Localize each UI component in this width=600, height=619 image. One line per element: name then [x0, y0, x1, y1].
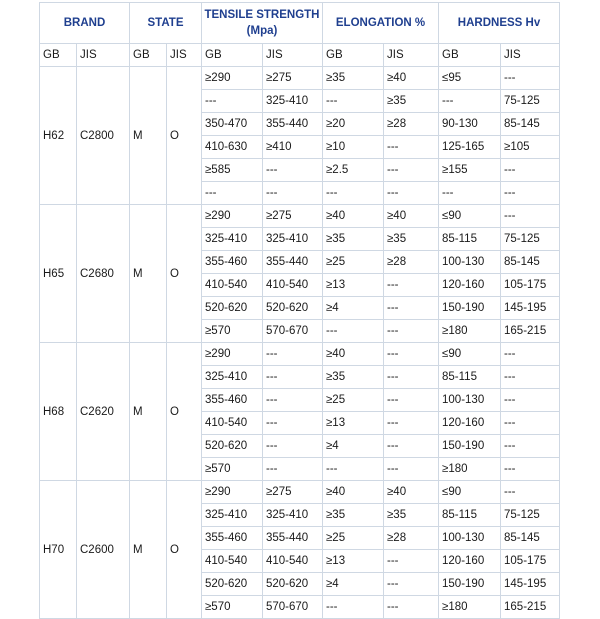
- elongation-jis-cell: ---: [384, 182, 439, 205]
- header-row: [40, 3, 560, 44]
- elongation-jis-cell: ---: [384, 550, 439, 573]
- table-row: [40, 481, 560, 504]
- tensile-gb-cell: ≥570: [202, 458, 263, 481]
- tensile-gb-cell: ---: [202, 182, 263, 205]
- tensile-jis-cell: ---: [263, 435, 323, 458]
- tensile-jis-cell: 325-410: [263, 90, 323, 113]
- subheader-row: [40, 44, 560, 67]
- hardness-gb-cell: 120-160: [439, 412, 501, 435]
- brand-gb-cell: H70: [40, 481, 77, 619]
- hardness-gb-cell: 125-165: [439, 136, 501, 159]
- tensile-jis-cell: ---: [263, 389, 323, 412]
- elongation-jis-cell: ---: [384, 159, 439, 182]
- tensile-gb-cell: ---: [202, 90, 263, 113]
- tensile-gb-cell: 410-540: [202, 550, 263, 573]
- hardness-gb-cell: 90-130: [439, 113, 501, 136]
- tensile-jis-cell: ---: [263, 159, 323, 182]
- tensile-gb-cell: 410-540: [202, 412, 263, 435]
- state-jis-cell: O: [167, 205, 202, 343]
- tensile-gb-cell: ≥290: [202, 481, 263, 504]
- elongation-jis-cell: ≥40: [384, 481, 439, 504]
- tensile-gb-cell: 520-620: [202, 435, 263, 458]
- subheader-cell: JIS: [77, 44, 130, 67]
- tensile-gb-cell: ≥290: [202, 205, 263, 228]
- tensile-jis-cell: ≥410: [263, 136, 323, 159]
- elongation-gb-cell: ---: [323, 90, 384, 113]
- state-jis-cell: O: [167, 343, 202, 481]
- hardness-gb-cell: ≤90: [439, 205, 501, 228]
- tensile-gb-cell: ≥570: [202, 596, 263, 619]
- tensile-gb-cell: 355-460: [202, 251, 263, 274]
- subheader-cell: GB: [439, 44, 501, 67]
- elongation-jis-cell: ≥40: [384, 67, 439, 90]
- elongation-gb-cell: ≥35: [323, 504, 384, 527]
- table-row: [40, 343, 560, 366]
- hardness-jis-cell: ---: [501, 67, 560, 90]
- elongation-jis-cell: ---: [384, 389, 439, 412]
- hardness-jis-cell: 75-125: [501, 90, 560, 113]
- elongation-jis-cell: ≥28: [384, 527, 439, 550]
- hardness-jis-cell: 75-125: [501, 228, 560, 251]
- tensile-jis-cell: ≥275: [263, 481, 323, 504]
- table-row: [40, 205, 560, 228]
- state-gb-cell: M: [130, 343, 167, 481]
- tensile-strength-header: TENSILE STRENGTH (Mpa): [202, 3, 323, 44]
- hardness-gb-cell: 85-115: [439, 228, 501, 251]
- subheader-cell: JIS: [263, 44, 323, 67]
- state-gb-cell: M: [130, 67, 167, 205]
- elongation-jis-cell: ≥28: [384, 251, 439, 274]
- table-row: [40, 67, 560, 90]
- elongation-gb-cell: ≥35: [323, 366, 384, 389]
- hardness-gb-cell: 100-130: [439, 527, 501, 550]
- tensile-gb-cell: ≥290: [202, 67, 263, 90]
- state-gb-cell: M: [130, 205, 167, 343]
- elongation-gb-cell: ≥4: [323, 573, 384, 596]
- hardness-jis-cell: ---: [501, 435, 560, 458]
- subheader-cell: GB: [202, 44, 263, 67]
- subheader-cell: JIS: [167, 44, 202, 67]
- tensile-gb-cell: ≥570: [202, 320, 263, 343]
- brand-gb-cell: H68: [40, 343, 77, 481]
- hardness-gb-cell: 150-190: [439, 435, 501, 458]
- hardness-jis-cell: 105-175: [501, 274, 560, 297]
- elongation-gb-cell: ---: [323, 320, 384, 343]
- tensile-gb-cell: 410-630: [202, 136, 263, 159]
- hardness-jis-cell: 75-125: [501, 504, 560, 527]
- elongation-gb-cell: ≥4: [323, 435, 384, 458]
- tensile-gb-cell: 520-620: [202, 297, 263, 320]
- hardness-jis-cell: ---: [501, 412, 560, 435]
- brand-header: BRAND: [40, 3, 130, 44]
- hardness-jis-cell: ---: [501, 366, 560, 389]
- hardness-gb-cell: ≤90: [439, 343, 501, 366]
- elongation-jis-cell: ---: [384, 320, 439, 343]
- subheader-cell: GB: [40, 44, 77, 67]
- tensile-jis-cell: 355-440: [263, 251, 323, 274]
- elongation-gb-cell: ≥35: [323, 228, 384, 251]
- elongation-gb-cell: ≥4: [323, 297, 384, 320]
- hardness-gb-cell: 150-190: [439, 297, 501, 320]
- elongation-jis-cell: ≥28: [384, 113, 439, 136]
- brand-gb-cell: H62: [40, 67, 77, 205]
- elongation-gb-cell: ---: [323, 182, 384, 205]
- tensile-gb-cell: 350-470: [202, 113, 263, 136]
- hardness-gb-cell: ≥155: [439, 159, 501, 182]
- elongation-jis-cell: ≥35: [384, 228, 439, 251]
- elongation-gb-cell: ≥40: [323, 481, 384, 504]
- tensile-gb-cell: 355-460: [202, 527, 263, 550]
- elongation-gb-cell: ---: [323, 458, 384, 481]
- tensile-jis-cell: ≥275: [263, 205, 323, 228]
- tensile-jis-cell: 520-620: [263, 573, 323, 596]
- elongation-jis-cell: ≥35: [384, 504, 439, 527]
- hardness-gb-cell: 150-190: [439, 573, 501, 596]
- state-gb-cell: M: [130, 481, 167, 619]
- elongation-gb-cell: ≥10: [323, 136, 384, 159]
- hardness-gb-cell: ---: [439, 182, 501, 205]
- tensile-jis-cell: ---: [263, 366, 323, 389]
- hardness-jis-cell: ---: [501, 389, 560, 412]
- hardness-jis-cell: 165-215: [501, 596, 560, 619]
- hardness-gb-cell: ≥180: [439, 320, 501, 343]
- elongation-gb-cell: ≥2.5: [323, 159, 384, 182]
- tensile-jis-cell: 325-410: [263, 504, 323, 527]
- tensile-jis-cell: 325-410: [263, 228, 323, 251]
- subheader-cell: GB: [323, 44, 384, 67]
- tensile-gb-cell: 520-620: [202, 573, 263, 596]
- tensile-gb-cell: 325-410: [202, 504, 263, 527]
- state-header: STATE: [130, 3, 202, 44]
- tensile-jis-cell: 355-440: [263, 527, 323, 550]
- hardness-gb-cell: ≥180: [439, 458, 501, 481]
- subheader-cell: GB: [130, 44, 167, 67]
- elongation-jis-cell: ---: [384, 297, 439, 320]
- elongation-gb-cell: ---: [323, 596, 384, 619]
- hardness-jis-cell: 145-195: [501, 573, 560, 596]
- tensile-jis-cell: 570-670: [263, 320, 323, 343]
- brand-jis-cell: C2620: [77, 343, 130, 481]
- hardness-jis-cell: 105-175: [501, 550, 560, 573]
- hardness-gb-cell: ---: [439, 90, 501, 113]
- elongation-jis-cell: ---: [384, 136, 439, 159]
- elongation-gb-cell: ≥25: [323, 527, 384, 550]
- elongation-jis-cell: ---: [384, 458, 439, 481]
- tensile-gb-cell: 355-460: [202, 389, 263, 412]
- elongation-gb-cell: ≥40: [323, 343, 384, 366]
- hardness-header: HARDNESS Hv: [439, 3, 560, 44]
- hardness-gb-cell: ≥180: [439, 596, 501, 619]
- tensile-jis-cell: 520-620: [263, 297, 323, 320]
- hardness-jis-cell: 165-215: [501, 320, 560, 343]
- tensile-jis-cell: 355-440: [263, 113, 323, 136]
- hardness-gb-cell: ≤90: [439, 481, 501, 504]
- hardness-jis-cell: ≥105: [501, 136, 560, 159]
- elongation-jis-cell: ---: [384, 343, 439, 366]
- elongation-gb-cell: ≥13: [323, 274, 384, 297]
- tensile-gb-cell: ≥585: [202, 159, 263, 182]
- elongation-gb-cell: ≥40: [323, 205, 384, 228]
- elongation-jis-cell: ---: [384, 435, 439, 458]
- hardness-jis-cell: ---: [501, 343, 560, 366]
- elongation-gb-cell: ≥35: [323, 67, 384, 90]
- hardness-gb-cell: 85-115: [439, 366, 501, 389]
- elongation-header: ELONGATION %: [323, 3, 439, 44]
- tensile-gb-cell: ≥290: [202, 343, 263, 366]
- hardness-jis-cell: 85-145: [501, 113, 560, 136]
- table-body: [40, 67, 560, 619]
- tensile-jis-cell: 570-670: [263, 596, 323, 619]
- tensile-jis-cell: ---: [263, 182, 323, 205]
- elongation-gb-cell: ≥25: [323, 389, 384, 412]
- brand-jis-cell: C2600: [77, 481, 130, 619]
- tensile-jis-cell: ---: [263, 458, 323, 481]
- hardness-jis-cell: 145-195: [501, 297, 560, 320]
- hardness-jis-cell: ---: [501, 458, 560, 481]
- hardness-jis-cell: ---: [501, 205, 560, 228]
- state-jis-cell: O: [167, 67, 202, 205]
- tensile-gb-cell: 410-540: [202, 274, 263, 297]
- hardness-gb-cell: 85-115: [439, 504, 501, 527]
- subheader-cell: JIS: [501, 44, 560, 67]
- elongation-gb-cell: ≥20: [323, 113, 384, 136]
- elongation-jis-cell: ---: [384, 412, 439, 435]
- hardness-jis-cell: ---: [501, 182, 560, 205]
- spec-table-container: [39, 2, 559, 619]
- elongation-gb-cell: ≥13: [323, 412, 384, 435]
- tensile-jis-cell: ---: [263, 343, 323, 366]
- elongation-gb-cell: ≥13: [323, 550, 384, 573]
- brass-spec-table: [39, 2, 560, 619]
- elongation-gb-cell: ≥25: [323, 251, 384, 274]
- hardness-gb-cell: 120-160: [439, 550, 501, 573]
- elongation-jis-cell: ---: [384, 366, 439, 389]
- tensile-jis-cell: 410-540: [263, 274, 323, 297]
- hardness-gb-cell: 100-130: [439, 251, 501, 274]
- hardness-gb-cell: 120-160: [439, 274, 501, 297]
- elongation-jis-cell: ≥40: [384, 205, 439, 228]
- state-jis-cell: O: [167, 481, 202, 619]
- hardness-jis-cell: 85-145: [501, 527, 560, 550]
- tensile-jis-cell: 410-540: [263, 550, 323, 573]
- tensile-jis-cell: ---: [263, 412, 323, 435]
- brand-gb-cell: H65: [40, 205, 77, 343]
- elongation-jis-cell: ---: [384, 573, 439, 596]
- elongation-jis-cell: ≥35: [384, 90, 439, 113]
- subheader-cell: JIS: [384, 44, 439, 67]
- hardness-gb-cell: 100-130: [439, 389, 501, 412]
- hardness-gb-cell: ≤95: [439, 67, 501, 90]
- tensile-gb-cell: 325-410: [202, 366, 263, 389]
- elongation-jis-cell: ---: [384, 596, 439, 619]
- elongation-jis-cell: ---: [384, 274, 439, 297]
- brand-jis-cell: C2680: [77, 205, 130, 343]
- hardness-jis-cell: ---: [501, 159, 560, 182]
- brand-jis-cell: C2800: [77, 67, 130, 205]
- tensile-jis-cell: ≥275: [263, 67, 323, 90]
- hardness-jis-cell: ---: [501, 481, 560, 504]
- hardness-jis-cell: 85-145: [501, 251, 560, 274]
- tensile-gb-cell: 325-410: [202, 228, 263, 251]
